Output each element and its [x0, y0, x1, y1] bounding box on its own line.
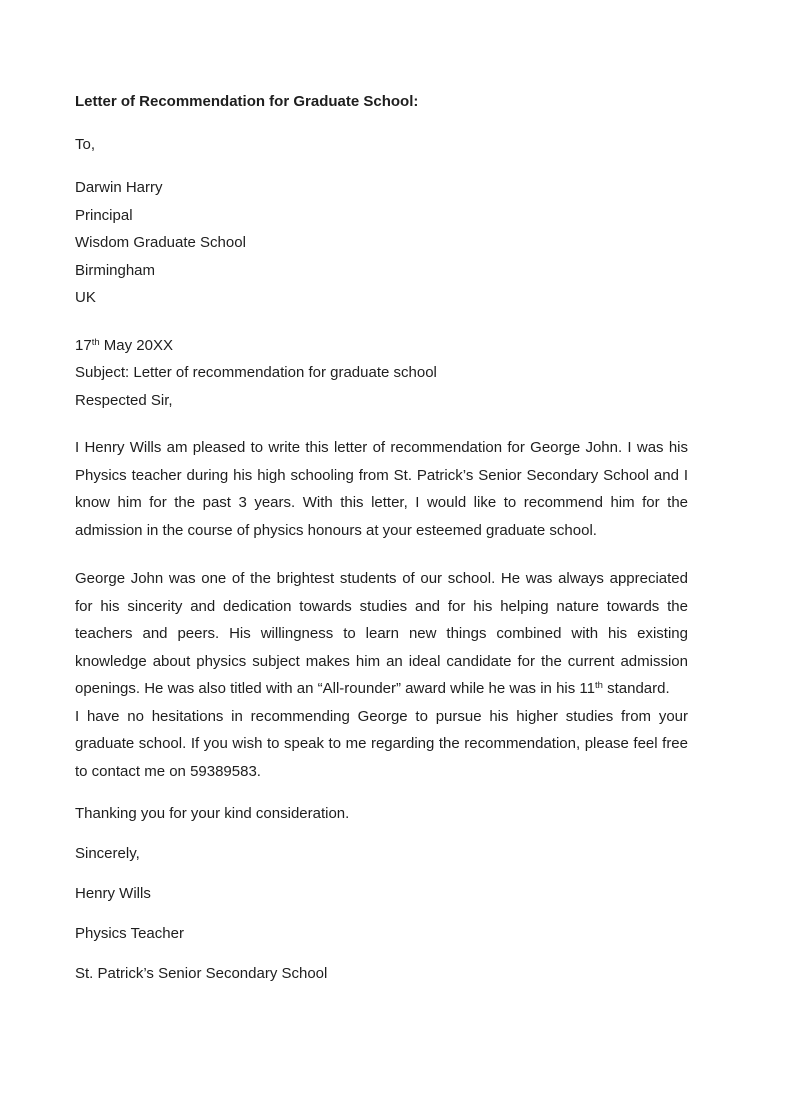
- paragraph-2: [75, 565, 688, 703]
- recipient-name: Darwin Harry: [75, 179, 163, 196]
- date-ordinal: th: [91, 336, 100, 348]
- recipient-address-block: [75, 174, 688, 312]
- sender-name: Henry Wills: [75, 885, 151, 902]
- recipient-title: Principal: [75, 206, 133, 224]
- closing-signoff: Sincerely,: [75, 845, 140, 862]
- recipient-country: UK: [75, 289, 96, 306]
- date-day: 17: [75, 336, 92, 354]
- subject-line: Subject: Letter of recommendation for graduate school: [75, 364, 437, 381]
- greeting-line: Respected Sir,: [75, 391, 173, 409]
- sender-title: Physics Teacher: [75, 925, 184, 942]
- paragraph-2-text: George John was one of the brightest students of our school. He was always appreciated for his sincerity and dedication towards studies and for his helping nature towards the teachers and peers. His willingness to learn new things combined with his existing knowledge about physics subject makes him an ideal candidate for the current admission openings. He was also titled with an “All-rounder” award while he was in his 11: [75, 570, 688, 697]
- date-line: [75, 332, 688, 360]
- paragraph-2-text-end: standard.: [602, 680, 670, 697]
- to-line: To,: [75, 135, 96, 153]
- closing-thanks: Thanking you for your kind consideration.: [75, 805, 350, 822]
- sender-school: St. Patrick’s Senior Secondary School: [75, 965, 328, 982]
- paragraph-3: I have no hesitations in recommending George to pursue his higher studies from your graduate school. If you wish to speak to me regarding the recommendation, please feel free to contact me on 59389583.: [75, 707, 688, 780]
- page-title: Letter of Recommendation for Graduate School:: [75, 93, 419, 110]
- paragraph-2-ordinal: th: [594, 680, 603, 691]
- paragraph-1: I Henry Wills am pleased to write this letter of recommendation for George John. I was his Physics teacher during his high schooling from St. Patrick’s Senior Secondary School and I know him for the past 3 years. With this letter, I would like to recommend him for the admission in the course of physics honours at your esteemed graduate school.: [75, 439, 688, 539]
- date-subject-block: [75, 332, 688, 415]
- date-rest: May 20XX: [99, 336, 173, 354]
- recipient-organization: Wisdom Graduate School: [75, 234, 246, 251]
- recipient-city: Birmingham: [75, 261, 156, 279]
